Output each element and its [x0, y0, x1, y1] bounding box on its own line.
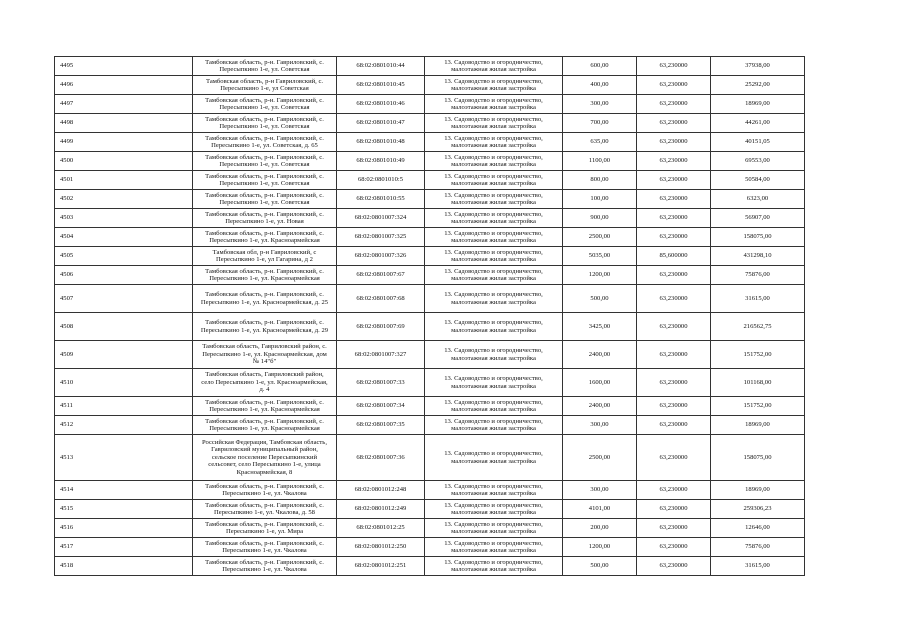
specific-value-cell: 63,230000 — [637, 481, 711, 500]
cadastral-number-cell: 68:02:0801007:35 — [337, 416, 425, 435]
land-use-line: малоэтажная жилая застройка — [451, 382, 536, 390]
land-use-line: малоэтажная жилая застройка — [451, 566, 536, 573]
address-line: Пересыпкино 1-е, ул. Красноармейская — [209, 237, 320, 244]
document-page — [54, 56, 805, 576]
address-line: Пересыпкино 1-е, ул Советская — [220, 85, 309, 92]
specific-value-cell: 63,230000 — [637, 538, 711, 557]
address-cell — [193, 481, 337, 500]
area-cell: 300,00 — [563, 95, 637, 114]
land-use-line: 13. Садоводство и огородничество, — [444, 115, 543, 123]
table-row — [55, 209, 805, 228]
table-row — [55, 557, 805, 576]
table-row — [55, 171, 805, 190]
address-line: Гавриловский муниципальный район, — [211, 446, 318, 454]
land-use-line: малоэтажная жилая застройка — [451, 218, 536, 225]
area-cell: 1600,00 — [563, 369, 637, 397]
land-use-line: 13. Садоводство и огородничество, — [444, 398, 543, 406]
land-use-line: малоэтажная жилая застройка — [451, 237, 536, 244]
land-use-cell — [425, 209, 563, 228]
cadastral-number-cell: 68:02:0801012:250 — [337, 538, 425, 557]
cadastral-number-cell: 68:02:0801007:36 — [337, 435, 425, 481]
row-number-cell: 4505 — [55, 247, 193, 266]
cadastral-number-cell: 68:02:0801012:25 — [337, 519, 425, 538]
land-use-cell — [425, 95, 563, 114]
address-cell — [193, 397, 337, 416]
address-line: Пересыпкино 1-е, ул. Красноармейская — [209, 275, 320, 282]
land-use-cell — [425, 57, 563, 76]
land-use-line: 13. Садоводство и огородничество, — [444, 375, 543, 383]
address-line: Тамбовская область, р-н. Гавриловский, с. — [205, 153, 324, 161]
land-use-line: малоэтажная жилая застройка — [451, 354, 536, 362]
specific-value-cell: 63,230000 — [637, 369, 711, 397]
cadastral-number-cell: 68:02:0801007:327 — [337, 341, 425, 369]
row-number-cell: 4511 — [55, 397, 193, 416]
cadastral-number-cell: 68:02:0801012:249 — [337, 500, 425, 519]
address-cell — [193, 285, 337, 313]
specific-value-cell: 63,230000 — [637, 435, 711, 481]
specific-value-cell: 63,230000 — [637, 228, 711, 247]
cadastral-number-cell: 68:02:0801007:34 — [337, 397, 425, 416]
land-use-line: 13. Садоводство и огородничество, — [444, 450, 543, 458]
land-use-cell — [425, 500, 563, 519]
address-line: Российская Федерация, Тамбовская область, — [202, 438, 327, 446]
address-cell — [193, 369, 337, 397]
row-number-cell: 4515 — [55, 500, 193, 519]
land-use-cell — [425, 76, 563, 95]
table-row — [55, 285, 805, 313]
land-use-cell — [425, 285, 563, 313]
cadastral-value-cell: 216562,75 — [711, 313, 805, 341]
land-use-cell — [425, 435, 563, 481]
row-number-cell: 4510 — [55, 369, 193, 397]
cadastral-value-cell: 31615,00 — [711, 285, 805, 313]
land-use-line: 13. Садоводство и огородничество, — [444, 319, 543, 327]
land-use-cell — [425, 247, 563, 266]
address-cell — [193, 152, 337, 171]
area-cell: 400,00 — [563, 76, 637, 95]
cadastral-number-cell: 68:02:0801012:248 — [337, 481, 425, 500]
cadastral-number-cell: 68:02:0801007:69 — [337, 313, 425, 341]
address-line: Пересыпкино 1-е, ул. Красноармейская — [209, 425, 320, 432]
table-row — [55, 152, 805, 171]
land-use-cell — [425, 519, 563, 538]
table-row — [55, 266, 805, 285]
area-cell: 500,00 — [563, 557, 637, 576]
area-cell: 635,00 — [563, 133, 637, 152]
land-use-cell — [425, 416, 563, 435]
land-use-line: малоэтажная жилая застройка — [451, 199, 536, 206]
land-use-line: малоэтажная жилая застройка — [451, 490, 536, 497]
specific-value-cell: 63,230000 — [637, 266, 711, 285]
land-use-line: малоэтажная жилая застройка — [451, 123, 536, 130]
cadastral-value-cell: 31615,00 — [711, 557, 805, 576]
cadastral-value-cell: 37938,00 — [711, 57, 805, 76]
address-cell — [193, 538, 337, 557]
table-row — [55, 481, 805, 500]
row-number-cell: 4502 — [55, 190, 193, 209]
area-cell: 800,00 — [563, 171, 637, 190]
land-use-line: малоэтажная жилая застройка — [451, 457, 536, 465]
address-line: сельсовет, село Пересыпкино 1-е, улица — [208, 461, 321, 469]
row-number-cell: 4499 — [55, 133, 193, 152]
land-use-line: 13. Садоводство и огородничество, — [444, 96, 543, 104]
cadastral-number-cell: 68:02:0801010:5 — [337, 171, 425, 190]
area-cell: 5035,00 — [563, 247, 637, 266]
specific-value-cell: 63,230000 — [637, 500, 711, 519]
land-use-cell — [425, 341, 563, 369]
address-line: Тамбовская область, р-н. Гавриловский, с. — [205, 398, 324, 406]
address-cell — [193, 133, 337, 152]
land-use-line: 13. Садоводство и огородничество, — [444, 153, 543, 161]
address-line: Пересыпкино 1-е, ул. Красноармейская, дом — [202, 350, 327, 358]
address-line: Пересыпкино 1-е, ул. Красноармейская, д. 25 — [200, 298, 329, 306]
land-use-line: 13. Садоводство и огородничество, — [444, 248, 543, 256]
row-number-cell: 4514 — [55, 481, 193, 500]
address-line: Тамбовская область, р-н. Гавриловский, с. — [205, 229, 324, 237]
address-cell — [193, 228, 337, 247]
address-line: Тамбовская область, р-н. Гавриловский, с. — [205, 558, 324, 566]
table-row — [55, 519, 805, 538]
address-line: Тамбовская область, Гавриловский район, с. — [202, 343, 327, 351]
area-cell: 500,00 — [563, 285, 637, 313]
land-use-cell — [425, 369, 563, 397]
address-line: Пересыпкино 1-е, ул. Советская — [219, 199, 310, 206]
area-cell: 900,00 — [563, 209, 637, 228]
address-cell — [193, 171, 337, 190]
cadastral-value-cell: 56907,00 — [711, 209, 805, 228]
land-use-cell — [425, 313, 563, 341]
specific-value-cell: 63,230000 — [637, 152, 711, 171]
address-cell — [193, 95, 337, 114]
address-line: Пересыпкино 1-е, ул. Советская — [219, 123, 310, 130]
cadastral-value-cell: 18969,00 — [711, 416, 805, 435]
cadastral-value-cell: 69553,00 — [711, 152, 805, 171]
table-row — [55, 538, 805, 557]
land-use-line: 13. Садоводство и огородничество, — [444, 210, 543, 218]
land-use-line: 13. Садоводство и огородничество, — [444, 347, 543, 355]
land-use-line: малоэтажная жилая застройка — [451, 509, 536, 516]
cadastral-number-cell: 68:02:0801010:45 — [337, 76, 425, 95]
cadastral-number-cell: 68:02:0801010:55 — [337, 190, 425, 209]
table-row — [55, 76, 805, 95]
land-use-line: 13. Садоводство и огородничество, — [444, 482, 543, 490]
row-number-cell: 4501 — [55, 171, 193, 190]
address-line: Пересыпкино 1-е, ул. Красноармейская — [209, 406, 320, 413]
row-number-cell: 4496 — [55, 76, 193, 95]
address-cell — [193, 341, 337, 369]
table-row — [55, 133, 805, 152]
table-row — [55, 228, 805, 247]
land-use-line: малоэтажная жилая застройка — [451, 425, 536, 432]
land-use-line: 13. Садоводство и огородничество, — [444, 77, 543, 85]
address-line: Тамбовская область, р-н. Гавриловский, с. — [205, 539, 324, 547]
area-cell: 4101,00 — [563, 500, 637, 519]
row-number-cell: 4512 — [55, 416, 193, 435]
address-cell — [193, 209, 337, 228]
row-number-cell: 4497 — [55, 95, 193, 114]
cadastral-value-cell: 75876,00 — [711, 538, 805, 557]
address-line: Пересыпкино 1-е, ул. Чкалова, д. 58 — [214, 509, 315, 516]
address-line: Тамбовская область, р-н Гавриловский, с. — [205, 77, 324, 85]
address-line: Пересыпкино 1-е, ул. Советская — [219, 161, 310, 168]
area-cell: 3425,00 — [563, 313, 637, 341]
specific-value-cell: 63,230000 — [637, 341, 711, 369]
specific-value-cell: 63,230000 — [637, 209, 711, 228]
cadastral-number-cell: 68:02:0801007:325 — [337, 228, 425, 247]
address-cell — [193, 500, 337, 519]
address-line: Пересыпкино 1-е, ул Гагарина, д 2 — [216, 256, 313, 263]
cadastral-value-cell: 158075,00 — [711, 228, 805, 247]
row-number-cell: 4498 — [55, 114, 193, 133]
row-number-cell: 4504 — [55, 228, 193, 247]
address-cell — [193, 557, 337, 576]
land-use-line: малоэтажная жилая застройка — [451, 66, 536, 73]
table-row — [55, 369, 805, 397]
land-use-line: 13. Садоводство и огородничество, — [444, 191, 543, 199]
address-line: Тамбовская область, р-н. Гавриловский, с. — [205, 210, 324, 218]
row-number-cell: 4516 — [55, 519, 193, 538]
specific-value-cell: 63,230000 — [637, 133, 711, 152]
address-cell — [193, 435, 337, 481]
address-line: Тамбовская область, р-н. Гавриловский, с. — [205, 417, 324, 425]
address-line: Тамбовская область, р-н. Гавриловский, с. — [205, 191, 324, 199]
land-use-line: 13. Садоводство и огородничество, — [444, 58, 543, 66]
specific-value-cell: 63,230000 — [637, 190, 711, 209]
land-use-cell — [425, 557, 563, 576]
land-use-line: малоэтажная жилая застройка — [451, 256, 536, 263]
cadastral-number-cell: 68:02:0801007:67 — [337, 266, 425, 285]
address-line: Пересыпкино 1-е, ул. Советская — [219, 66, 310, 73]
area-cell: 2400,00 — [563, 341, 637, 369]
row-number-cell: 4513 — [55, 435, 193, 481]
land-use-line: 13. Садоводство и огородничество, — [444, 520, 543, 528]
area-cell: 200,00 — [563, 519, 637, 538]
row-number-cell: 4495 — [55, 57, 193, 76]
land-use-cell — [425, 481, 563, 500]
address-line: Тамбовская область, р-н. Гавриловский, с. — [205, 58, 324, 66]
cadastral-value-cell: 151752,00 — [711, 397, 805, 416]
area-cell: 2400,00 — [563, 397, 637, 416]
land-use-line: 13. Садоводство и огородничество, — [444, 172, 543, 180]
address-cell — [193, 76, 337, 95]
address-line: Тамбовская область, р-н. Гавриловский, с. — [205, 319, 324, 327]
land-use-line: малоэтажная жилая застройка — [451, 298, 536, 306]
land-use-cell — [425, 228, 563, 247]
land-use-line: малоэтажная жилая застройка — [451, 142, 536, 149]
specific-value-cell: 63,230000 — [637, 76, 711, 95]
address-line: Тамбовская область, Гавриловский район, — [205, 371, 324, 379]
address-cell — [193, 313, 337, 341]
land-use-cell — [425, 538, 563, 557]
land-use-line: малоэтажная жилая застройка — [451, 528, 536, 535]
land-use-line: 13. Садоводство и огородничество, — [444, 291, 543, 299]
address-line: Тамбовская область, р-н. Гавриловский, с. — [205, 267, 324, 275]
land-use-line: малоэтажная жилая застройка — [451, 104, 536, 111]
cadastral-number-cell: 68:02:0801007:326 — [337, 247, 425, 266]
table-body — [55, 57, 805, 576]
table-row — [55, 114, 805, 133]
cadastral-value-cell: 44261,00 — [711, 114, 805, 133]
cadastral-number-cell: 68:02:0801007:68 — [337, 285, 425, 313]
area-cell: 300,00 — [563, 416, 637, 435]
specific-value-cell: 63,230000 — [637, 557, 711, 576]
row-number-cell: 4518 — [55, 557, 193, 576]
address-cell — [193, 416, 337, 435]
cadastral-value-cell: 151752,00 — [711, 341, 805, 369]
cadastral-number-cell: 68:02:0801012:251 — [337, 557, 425, 576]
cadastral-number-cell: 68:02:0801010:46 — [337, 95, 425, 114]
land-use-cell — [425, 266, 563, 285]
address-line: Тамбовская область, р-н. Гавриловский, с. — [205, 172, 324, 180]
address-line: Пересыпкино 1-е, ул. Советская — [219, 104, 310, 111]
specific-value-cell: 63,230000 — [637, 171, 711, 190]
area-cell: 2500,00 — [563, 435, 637, 481]
area-cell: 1200,00 — [563, 538, 637, 557]
specific-value-cell: 63,230000 — [637, 95, 711, 114]
land-use-line: малоэтажная жилая застройка — [451, 326, 536, 334]
address-line: Пересыпкино 1-е, ул. Чкалова — [222, 547, 307, 554]
land-use-line: малоэтажная жилая застройка — [451, 85, 536, 92]
land-use-line: малоэтажная жилая застройка — [451, 547, 536, 554]
cadastral-value-cell: 431298,10 — [711, 247, 805, 266]
land-use-line: малоэтажная жилая застройка — [451, 406, 536, 413]
land-use-line: 13. Садоводство и огородничество, — [444, 558, 543, 566]
row-number-cell: 4500 — [55, 152, 193, 171]
address-line: Красноармейская, 8 — [236, 468, 293, 476]
specific-value-cell: 63,230000 — [637, 519, 711, 538]
cadastral-value-cell: 6323,00 — [711, 190, 805, 209]
cadastral-number-cell: 68:02:0801010:48 — [337, 133, 425, 152]
address-line: Пересыпкино 1-е, ул. Чкалова — [222, 566, 307, 573]
row-number-cell: 4508 — [55, 313, 193, 341]
cadastral-value-cell: 75876,00 — [711, 266, 805, 285]
cadastral-value-cell: 50584,00 — [711, 171, 805, 190]
row-number-cell: 4509 — [55, 341, 193, 369]
address-line: Тамбовская область, р-н. Гавриловский, с. — [205, 96, 324, 104]
address-line: село Пересыпкино 1-е, ул. Красноармейская, — [201, 378, 328, 386]
address-line: Пересыпкино 1-е, ул. Советская, д. 65 — [211, 142, 318, 149]
cadastral-value-cell: 40151,05 — [711, 133, 805, 152]
cadastral-value-cell: 158075,00 — [711, 435, 805, 481]
specific-value-cell: 63,230000 — [637, 416, 711, 435]
address-cell — [193, 519, 337, 538]
area-cell: 1200,00 — [563, 266, 637, 285]
address-cell — [193, 266, 337, 285]
row-number-cell: 4503 — [55, 209, 193, 228]
land-use-line: 13. Садоводство и огородничество, — [444, 501, 543, 509]
cadastral-number-cell: 68:02:0801007:33 — [337, 369, 425, 397]
table-row — [55, 190, 805, 209]
land-use-line: 13. Садоводство и огородничество, — [444, 267, 543, 275]
cadastral-number-cell: 68:02:0801007:324 — [337, 209, 425, 228]
land-use-cell — [425, 152, 563, 171]
land-use-line: 13. Садоводство и огородничество, — [444, 417, 543, 425]
specific-value-cell: 63,230000 — [637, 397, 711, 416]
address-line: Тамбовская область, р-н. Гавриловский, с. — [205, 115, 324, 123]
row-number-cell: 4507 — [55, 285, 193, 313]
address-line: Пересыпкино 1-е, ул. Новая — [225, 218, 304, 225]
address-line: сельское поселение Пересыпкинский — [211, 453, 318, 461]
row-number-cell: 4517 — [55, 538, 193, 557]
address-line: № 14"б" — [252, 358, 277, 366]
table-row — [55, 416, 805, 435]
address-cell — [193, 247, 337, 266]
address-line: Тамбовская область, р-н. Гавриловский, с. — [205, 134, 324, 142]
specific-value-cell: 63,230000 — [637, 57, 711, 76]
cadastral-value-table — [54, 56, 805, 576]
land-use-line: 13. Садоводство и огородничество, — [444, 134, 543, 142]
cadastral-value-cell: 259306,23 — [711, 500, 805, 519]
address-cell — [193, 190, 337, 209]
table-row — [55, 313, 805, 341]
land-use-cell — [425, 190, 563, 209]
area-cell: 1100,00 — [563, 152, 637, 171]
address-line: Тамбовская область, р-н. Гавриловский, с. — [205, 501, 324, 509]
land-use-cell — [425, 171, 563, 190]
address-cell — [193, 57, 337, 76]
area-cell: 100,00 — [563, 190, 637, 209]
cadastral-value-cell: 18969,00 — [711, 95, 805, 114]
row-number-cell: 4506 — [55, 266, 193, 285]
address-line: д. 4 — [259, 386, 270, 394]
land-use-line: 13. Садоводство и огородничество, — [444, 229, 543, 237]
address-line: Тамбовская область, р-н. Гавриловский, с. — [205, 520, 324, 528]
specific-value-cell: 63,230000 — [637, 114, 711, 133]
cadastral-number-cell: 68:02:0801010:44 — [337, 57, 425, 76]
land-use-line: 13. Садоводство и огородничество, — [444, 539, 543, 547]
area-cell: 300,00 — [563, 481, 637, 500]
table-row — [55, 57, 805, 76]
address-line: Пересыпкино 1-е, ул. Мира — [225, 528, 304, 535]
area-cell: 600,00 — [563, 57, 637, 76]
specific-value-cell: 85,600000 — [637, 247, 711, 266]
address-line: Пересыпкино 1-е, ул. Красноармейская, д. 29 — [200, 326, 329, 334]
cadastral-value-cell: 12646,00 — [711, 519, 805, 538]
land-use-cell — [425, 133, 563, 152]
table-row — [55, 247, 805, 266]
cadastral-value-cell: 18969,00 — [711, 481, 805, 500]
specific-value-cell: 63,230000 — [637, 313, 711, 341]
land-use-line: малоэтажная жилая застройка — [451, 161, 536, 168]
land-use-line: малоэтажная жилая застройка — [451, 275, 536, 282]
table-row — [55, 500, 805, 519]
table-row — [55, 397, 805, 416]
land-use-line: малоэтажная жилая застройка — [451, 180, 536, 187]
address-line: Тамбовская область, р-н. Гавриловский, с. — [205, 482, 324, 490]
address-cell — [193, 114, 337, 133]
table-row — [55, 341, 805, 369]
cadastral-value-cell: 101168,00 — [711, 369, 805, 397]
address-line: Пересыпкино 1-е, ул. Чкалова — [222, 490, 307, 497]
address-line: Пересыпкино 1-е, ул. Советская — [219, 180, 310, 187]
table-row — [55, 95, 805, 114]
area-cell: 2500,00 — [563, 228, 637, 247]
cadastral-number-cell: 68:02:0801010:47 — [337, 114, 425, 133]
land-use-cell — [425, 397, 563, 416]
specific-value-cell: 63,230000 — [637, 285, 711, 313]
table-row — [55, 435, 805, 481]
cadastral-value-cell: 25292,00 — [711, 76, 805, 95]
land-use-cell — [425, 114, 563, 133]
area-cell: 700,00 — [563, 114, 637, 133]
cadastral-number-cell: 68:02:0801010:49 — [337, 152, 425, 171]
address-line: Тамбовская обл, р-н Гавриловский, с — [212, 248, 317, 256]
address-line: Тамбовская область, р-н. Гавриловский, с. — [205, 291, 324, 299]
